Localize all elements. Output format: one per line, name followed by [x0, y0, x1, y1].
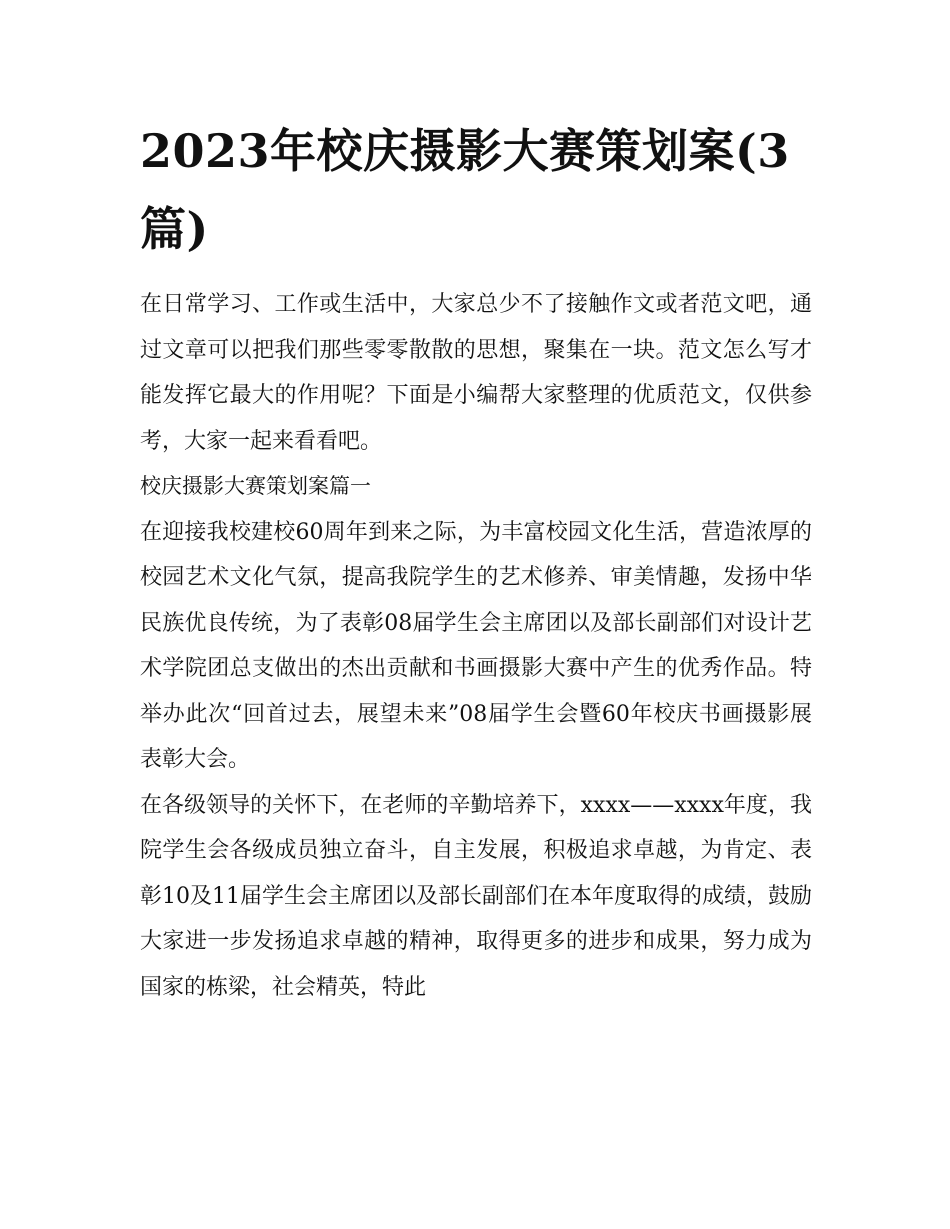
intro-paragraph: 在日常学习、工作或生活中，大家总少不了接触作文或者范文吧，通过文章可以把我们那些零零散散的思想，聚集在一块。范文怎么写才能发挥它最大的作用呢？下面是小编帮大家整理的优质范文，仅供参考，大家一起来看看吧。 [140, 292, 812, 454]
body-paragraph: 在各级领导的关怀下，在老师的辛勤培养下，xxxx——xxxx年度，我院学生会各级成员独立奋斗，自主发展，积极追求卓越，为肯定、表彰10及11届学生会主席团以及部长副部们在本年度取得的成绩，鼓励大家进一步发扬追求卓越的精神，取得更多的进步和成果，努力成为国家的栋梁，社会精英，特此 [140, 792, 812, 1000]
section-heading: 校庆摄影大赛策划案篇一 [140, 474, 371, 498]
document-page [140, 112, 812, 1010]
document-body [140, 282, 812, 1010]
body-paragraph: 在迎接我校建校60周年到来之际，为丰富校园文化生活，营造浓厚的校园艺术文化气氛，提高我院学生的艺术修养、审美情趣，发扬中华民族优良传统，为了表彰08届学生会主席团以及部长副部们对设计艺术学院团总支做出的杰出贡献和书画摄影大赛中产生的优秀作品。特举办此次“回首过去，展望未来”08届学生会暨60年校庆书画摄影展表彰大会。 [140, 519, 812, 772]
document-title: 2023年校庆摄影大赛策划案(3篇) [140, 124, 790, 256]
